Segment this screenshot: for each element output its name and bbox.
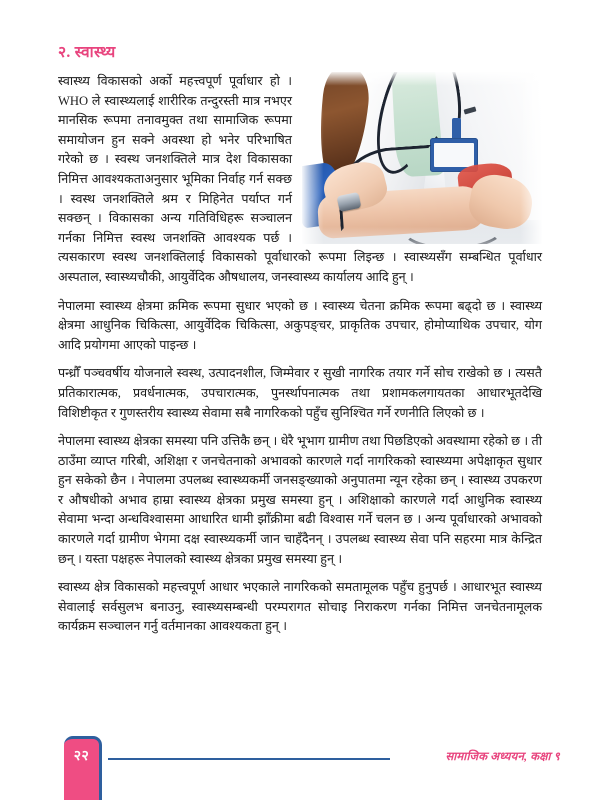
- footer-book-title: सामाजिक अध्ययन, कक्षा ९: [445, 751, 560, 763]
- page-number-badge: [64, 736, 102, 800]
- paragraph: स्वास्थ्य क्षेत्र विकासको महत्त्वपूर्ण आधार भएकाले नागरिकको समतामूलक पहुँच हुनुपर्छ । आधारभूत स्वास्थ्य सेवालाई सर्वसुलभ बनाउनु, स्वास्थ्यसम्बन्धी परम्परागत सोचाइ निराकरण गर्नका निमित्त जनचेतनामूलक कार्यक्रम सञ्चालन गर्नु वर्तमानका आवश्यकता हुन् ।: [58, 580, 542, 634]
- id-badge-clip: [452, 118, 461, 140]
- page-title: २. स्वास्थ्य: [58, 44, 116, 61]
- page-number: २२: [73, 749, 90, 764]
- paragraph: पन्ध्रौँ पञ्चवर्षीय योजनाले स्वस्थ, उत्पादनशील, जिम्मेवार र सुखी नागरिक तयार गर्ने सोच राखेको छ । त्यसतै प्रतिकारात्मक, प्रवर्धनात्मक, उपचारात्मक, पुनर्स्थापनात्मक तथा प्रशामकलगायतका आधारभूतदेखि विशिष्टीकृत र गुणस्तरीय स्वास्थ्य सेवामा सबै नागरिकको पहुँच सुनिश्चित गर्ने रणनीति लिएको छ ।: [58, 366, 542, 420]
- stethoscope-cord-lower: [398, 198, 508, 244]
- photo-canvas: [302, 72, 542, 244]
- paragraph: नेपालमा स्वास्थ्य क्षेत्रमा क्रमिक रूपमा सुधार भएको छ । स्वास्थ्य चेतना क्रमिक रूपमा बढ्दो छ । स्वास्थ्य क्षेत्रमा आधुनिक चिकित्सा, आयुर्वेदिक चिकित्सा, अकुपङ्चर, प्राकृतिक उपचार, होमोप्याथिक उपचार, योग आदि प्रयोगमा आएको पाइन्छ ।: [58, 298, 542, 352]
- paragraph: स्वास्थ्य विकासको अर्को महत्त्वपूर्ण पूर्वाधार हो । WHO ले स्वास्थ्यलाई शारीरिक तन्दुरस्ती मात्र नभएर मानसिक रूपमा तनावमुक्त तथा सामाजिक रूपमा समायोजन हुन सक्ने अवस्था हो भनेर परिभाषित गरेको छ । स्वस्थ जनशक्तिले मात्र देश विकासका निमित्त आवश्यकताअनुसार भूमिका निर्वाह गर्न सक्छ । स्वस्थ जनशक्तिले श्रम र मिहिनेत पर्याप्त गर्न सक्छन् । विकासका अन्य गतिविधिहरू सञ्चालन गर्नका निमित्त स्वस्थ जनशक्ति आवश्यक पर्छ । त्यसकारण स्वस्थ जनशक्तिलाई विकासको पूर्वाधारको रूपमा लिइन्छ । स्वास्थ्यसँग सम्बन्धित पूर्वाधार अस्पताल, स्वास्थ्यचौकी, आयुर्वेदिक औषधालय, जनस्वास्थ्य कार्यालय आदि हुन् ।: [58, 74, 542, 284]
- page-footer: [0, 728, 600, 800]
- id-badge-face: [434, 143, 474, 167]
- footer-divider: [108, 758, 390, 760]
- article-body: [58, 72, 542, 637]
- paragraph: नेपालमा स्वास्थ्य क्षेत्रका समस्या पनि उत्तिकै छन् । धेरै भूभाग ग्रामीण तथा पिछडिएको अवस्थामा रहेको छ । ती ठाउँमा व्याप्त गरिबी, अशिक्षा र जनचेतनाको अभावको कारणले गर्दा नागरिकको स्वास्थ्यमा अपेक्षाकृत सुधार हुन सकेको छैन । नेपालमा उपलब्ध स्वास्थ्यकर्मी जनसङ्ख्याको अनुपातमा न्यून रहेका छन् । स्वास्थ्य उपकरण र औषधीको अभाव हाम्रा स्वास्थ्य क्षेत्रका प्रमुख समस्या हुन् । अशिक्षाको कारणले गर्दा आधुनिक स्वास्थ्य सेवामा भन्दा अन्धविश्वासमा आधारित धामी झाँक्रीमा बढी विश्वास गर्ने चलन छ । अन्य पूर्वाधारको अभावको कारणले गर्दा ग्रामीण भेगमा दक्ष स्वास्थ्यकर्मी जान चाहँदैनन् । उपलब्ध स्वास्थ्य सेवा पनि सहरमा मात्र केन्द्रित छन् । यस्ता पक्षहरू नेपालको स्वास्थ्य क्षेत्रका प्रमुख समस्या हुन् ।: [58, 434, 542, 566]
- health-checkup-photo: [302, 72, 542, 244]
